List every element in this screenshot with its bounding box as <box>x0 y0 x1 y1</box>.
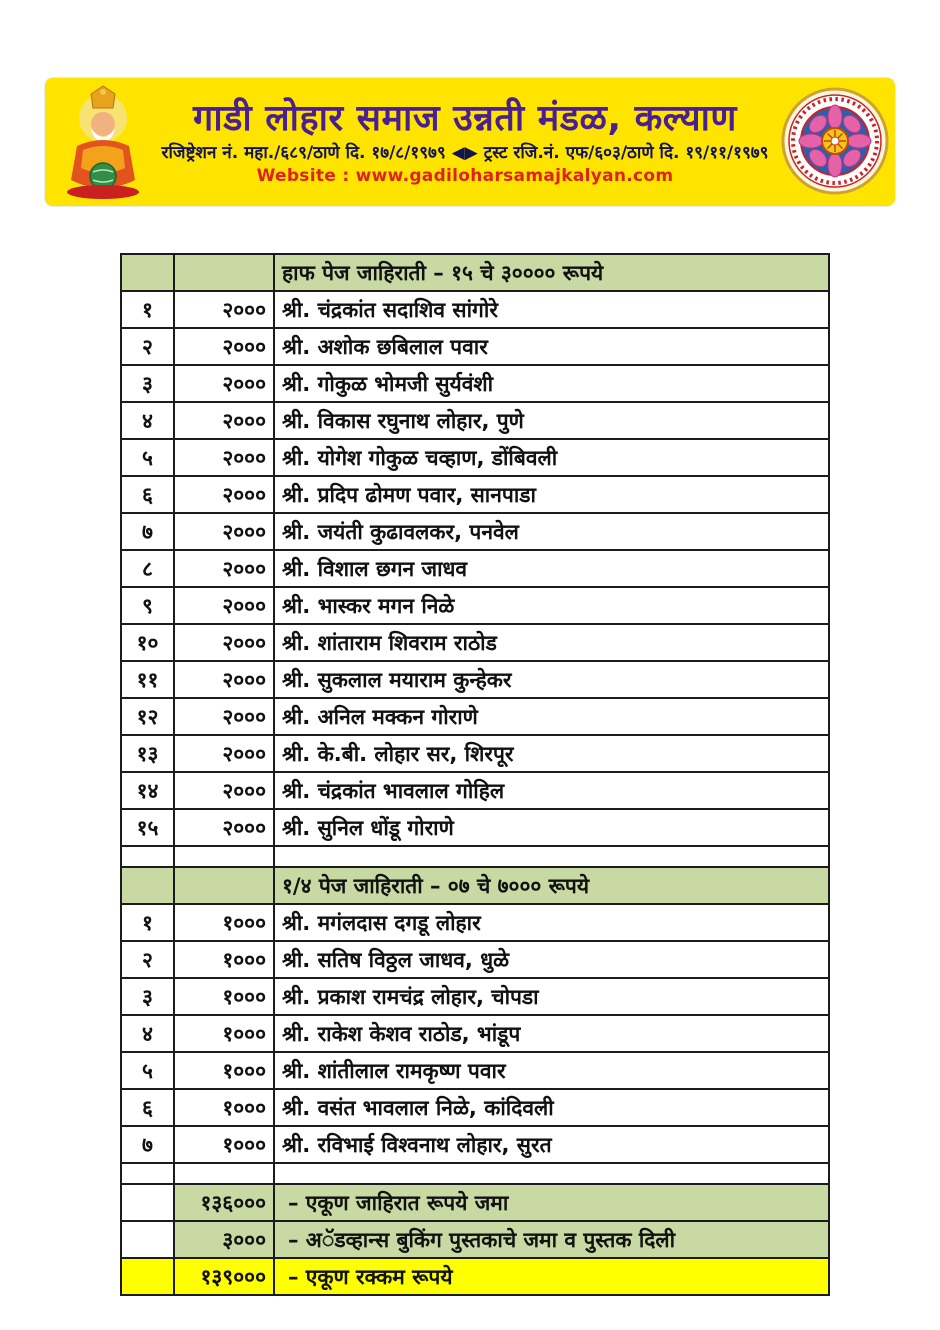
donor-name-cell: श्री. रविभाई विश्वनाथ लोहार, सुरत <box>274 1126 829 1163</box>
sr-cell <box>121 254 174 291</box>
sr-cell <box>121 1184 174 1221</box>
donation-table-body <box>121 254 829 1295</box>
donor-name-cell: श्री. प्रकाश रामचंद्र लोहार, चोपडा <box>274 978 829 1015</box>
amount-cell <box>174 867 274 904</box>
serial-cell: २ <box>121 941 174 978</box>
donor-name-cell: श्री. चंद्रकांत सदाशिव सांगोरे <box>274 291 829 328</box>
amount-cell: २००० <box>174 402 274 439</box>
amount-cell: २००० <box>174 587 274 624</box>
serial-cell: १४ <box>121 772 174 809</box>
donor-name-cell: श्री. गोकुळ भोमजी सुर्यवंशी <box>274 365 829 402</box>
sr-cell <box>121 867 174 904</box>
summary-label-cell: – एकूण रक्कम रूपये <box>274 1258 829 1295</box>
amount-cell: २००० <box>174 698 274 735</box>
amount-cell: २००० <box>174 291 274 328</box>
sr-cell <box>121 1258 174 1295</box>
donor-row <box>121 941 829 978</box>
amount-cell <box>174 1163 274 1184</box>
serial-cell: ५ <box>121 439 174 476</box>
donor-name-cell: श्री. विशाल छगन जाधव <box>274 550 829 587</box>
amount-cell: १००० <box>174 1015 274 1052</box>
donor-name-cell: श्री. प्रदिप ढोमण पवार, सानपाडा <box>274 476 829 513</box>
donor-row <box>121 1015 829 1052</box>
donor-row <box>121 513 829 550</box>
amount-cell: २००० <box>174 809 274 846</box>
donor-name-cell: श्री. विकास रघुनाथ लोहार, पुणे <box>274 402 829 439</box>
donor-row <box>121 1052 829 1089</box>
amount-cell <box>174 846 274 867</box>
website-text: Website : www.gadiloharsamajkalyan.com <box>256 165 674 186</box>
subtotal-row <box>121 1221 829 1258</box>
serial-cell: ५ <box>121 1052 174 1089</box>
serial-cell: ४ <box>121 402 174 439</box>
donor-row <box>121 328 829 365</box>
section-header-label: १/४ पेज जाहिराती – ०७ चे ७००० रूपये <box>274 867 829 904</box>
donor-name-cell: श्री. चंद्रकांत भावलाल गोहिल <box>274 772 829 809</box>
amount-cell: २००० <box>174 772 274 809</box>
amount-cell: २००० <box>174 365 274 402</box>
header-banner <box>45 78 895 206</box>
donor-row <box>121 661 829 698</box>
amount-cell <box>174 254 274 291</box>
serial-cell: १० <box>121 624 174 661</box>
serial-cell: ६ <box>121 1089 174 1126</box>
donor-name-cell: श्री. राकेश केशव राठोड, भांडूप <box>274 1015 829 1052</box>
serial-cell: १३ <box>121 735 174 772</box>
serial-cell: ६ <box>121 476 174 513</box>
amount-cell: २००० <box>174 328 274 365</box>
sr-cell <box>121 1163 174 1184</box>
amount-cell: २००० <box>174 735 274 772</box>
advertisement-donations-table <box>120 253 830 1296</box>
serial-cell: ३ <box>121 365 174 402</box>
donor-name-cell: श्री. शांताराम शिवराम राठोड <box>274 624 829 661</box>
serial-cell: १ <box>121 291 174 328</box>
donor-name-cell: श्री. शांतीलाल रामकृष्ण पवार <box>274 1052 829 1089</box>
sr-cell <box>121 846 174 867</box>
donor-row <box>121 291 829 328</box>
donor-name-cell: श्री. अशोक छबिलाल पवार <box>274 328 829 365</box>
serial-cell: २ <box>121 328 174 365</box>
amount-cell: १००० <box>174 1126 274 1163</box>
donor-row <box>121 550 829 587</box>
vishwakarma-deity-image <box>53 84 148 200</box>
donor-name-cell: श्री. अनिल मक्कन गोराणे <box>274 698 829 735</box>
amount-cell: २००० <box>174 661 274 698</box>
subtotal-row <box>121 1184 829 1221</box>
donor-row <box>121 476 829 513</box>
summary-label-cell: – अॅडव्हान्स बुकिंग पुस्तकाचे जमा व पुस्तक दिली <box>274 1221 829 1258</box>
donor-row <box>121 735 829 772</box>
serial-cell: ८ <box>121 550 174 587</box>
amount-cell: १००० <box>174 1089 274 1126</box>
amount-cell: २००० <box>174 476 274 513</box>
donor-row <box>121 624 829 661</box>
donor-name-cell: श्री. वसंत भावलाल निळे, कांदिवली <box>274 1089 829 1126</box>
donor-name-cell: श्री. सतिष विठ्ठल जाधव, धुळे <box>274 941 829 978</box>
serial-cell: १२ <box>121 698 174 735</box>
section-header-label: हाफ पेज जाहिराती – १५ चे ३०००० रूपये <box>274 254 829 291</box>
donor-name-cell: श्री. योगेश गोकुळ चव्हाण, डोंबिवली <box>274 439 829 476</box>
amount-cell: २००० <box>174 624 274 661</box>
donor-row <box>121 904 829 941</box>
donor-name-cell: श्री. के.बी. लोहार सर, शिरपूर <box>274 735 829 772</box>
summary-amount-cell: १३९००० <box>174 1258 274 1295</box>
registration-line: रजिष्ट्रेशन नं. महा./६८९/ठाणे दि. १७/८/१९७९ ◀▶ ट्रस्ट रजि.नं. एफ/६०३/ठाणे दि. १९/११/१९७९ <box>161 142 769 163</box>
serial-cell: ११ <box>121 661 174 698</box>
donor-name-cell: श्री. जयंती कुढावलकर, पनवेल <box>274 513 829 550</box>
donor-row <box>121 809 829 846</box>
section-header-row <box>121 867 829 904</box>
summary-amount-cell: ३००० <box>174 1221 274 1258</box>
summary-amount-cell: १३६००० <box>174 1184 274 1221</box>
spacer-row <box>121 1163 829 1184</box>
donor-row <box>121 978 829 1015</box>
sr-cell <box>121 1221 174 1258</box>
serial-cell: १ <box>121 904 174 941</box>
amount-cell: १००० <box>174 904 274 941</box>
serial-cell: ९ <box>121 587 174 624</box>
donor-row <box>121 1126 829 1163</box>
serial-cell: १५ <box>121 809 174 846</box>
donor-row <box>121 772 829 809</box>
donor-name-cell: श्री. सुनिल धोंडू गोराणे <box>274 809 829 846</box>
donor-row <box>121 365 829 402</box>
donor-row <box>121 439 829 476</box>
donor-name-cell: श्री. सुकलाल मयाराम कुन्हेकर <box>274 661 829 698</box>
donor-name-cell: श्री. मगंलदास दगडू लोहार <box>274 904 829 941</box>
grand-total-row <box>121 1258 829 1295</box>
amount-cell: १००० <box>174 941 274 978</box>
amount-cell: १००० <box>174 978 274 1015</box>
name-cell <box>274 1163 829 1184</box>
serial-cell: ७ <box>121 1126 174 1163</box>
section-header-row <box>121 254 829 291</box>
donor-row <box>121 1089 829 1126</box>
society-emblem-image <box>781 87 889 195</box>
amount-cell: २००० <box>174 550 274 587</box>
serial-cell: ३ <box>121 978 174 1015</box>
serial-cell: ४ <box>121 1015 174 1052</box>
donor-row <box>121 402 829 439</box>
amount-cell: २००० <box>174 439 274 476</box>
donor-row <box>121 698 829 735</box>
serial-cell: ७ <box>121 513 174 550</box>
summary-label-cell: – एकूण जाहिरात रूपये जमा <box>274 1184 829 1221</box>
organization-title: गाडी लोहार समाज उन्नती मंडळ, कल्याण <box>193 98 737 140</box>
amount-cell: २००० <box>174 513 274 550</box>
donor-name-cell: श्री. भास्कर मगन निळे <box>274 587 829 624</box>
name-cell <box>274 846 829 867</box>
spacer-row <box>121 846 829 867</box>
donor-row <box>121 587 829 624</box>
amount-cell: १००० <box>174 1052 274 1089</box>
